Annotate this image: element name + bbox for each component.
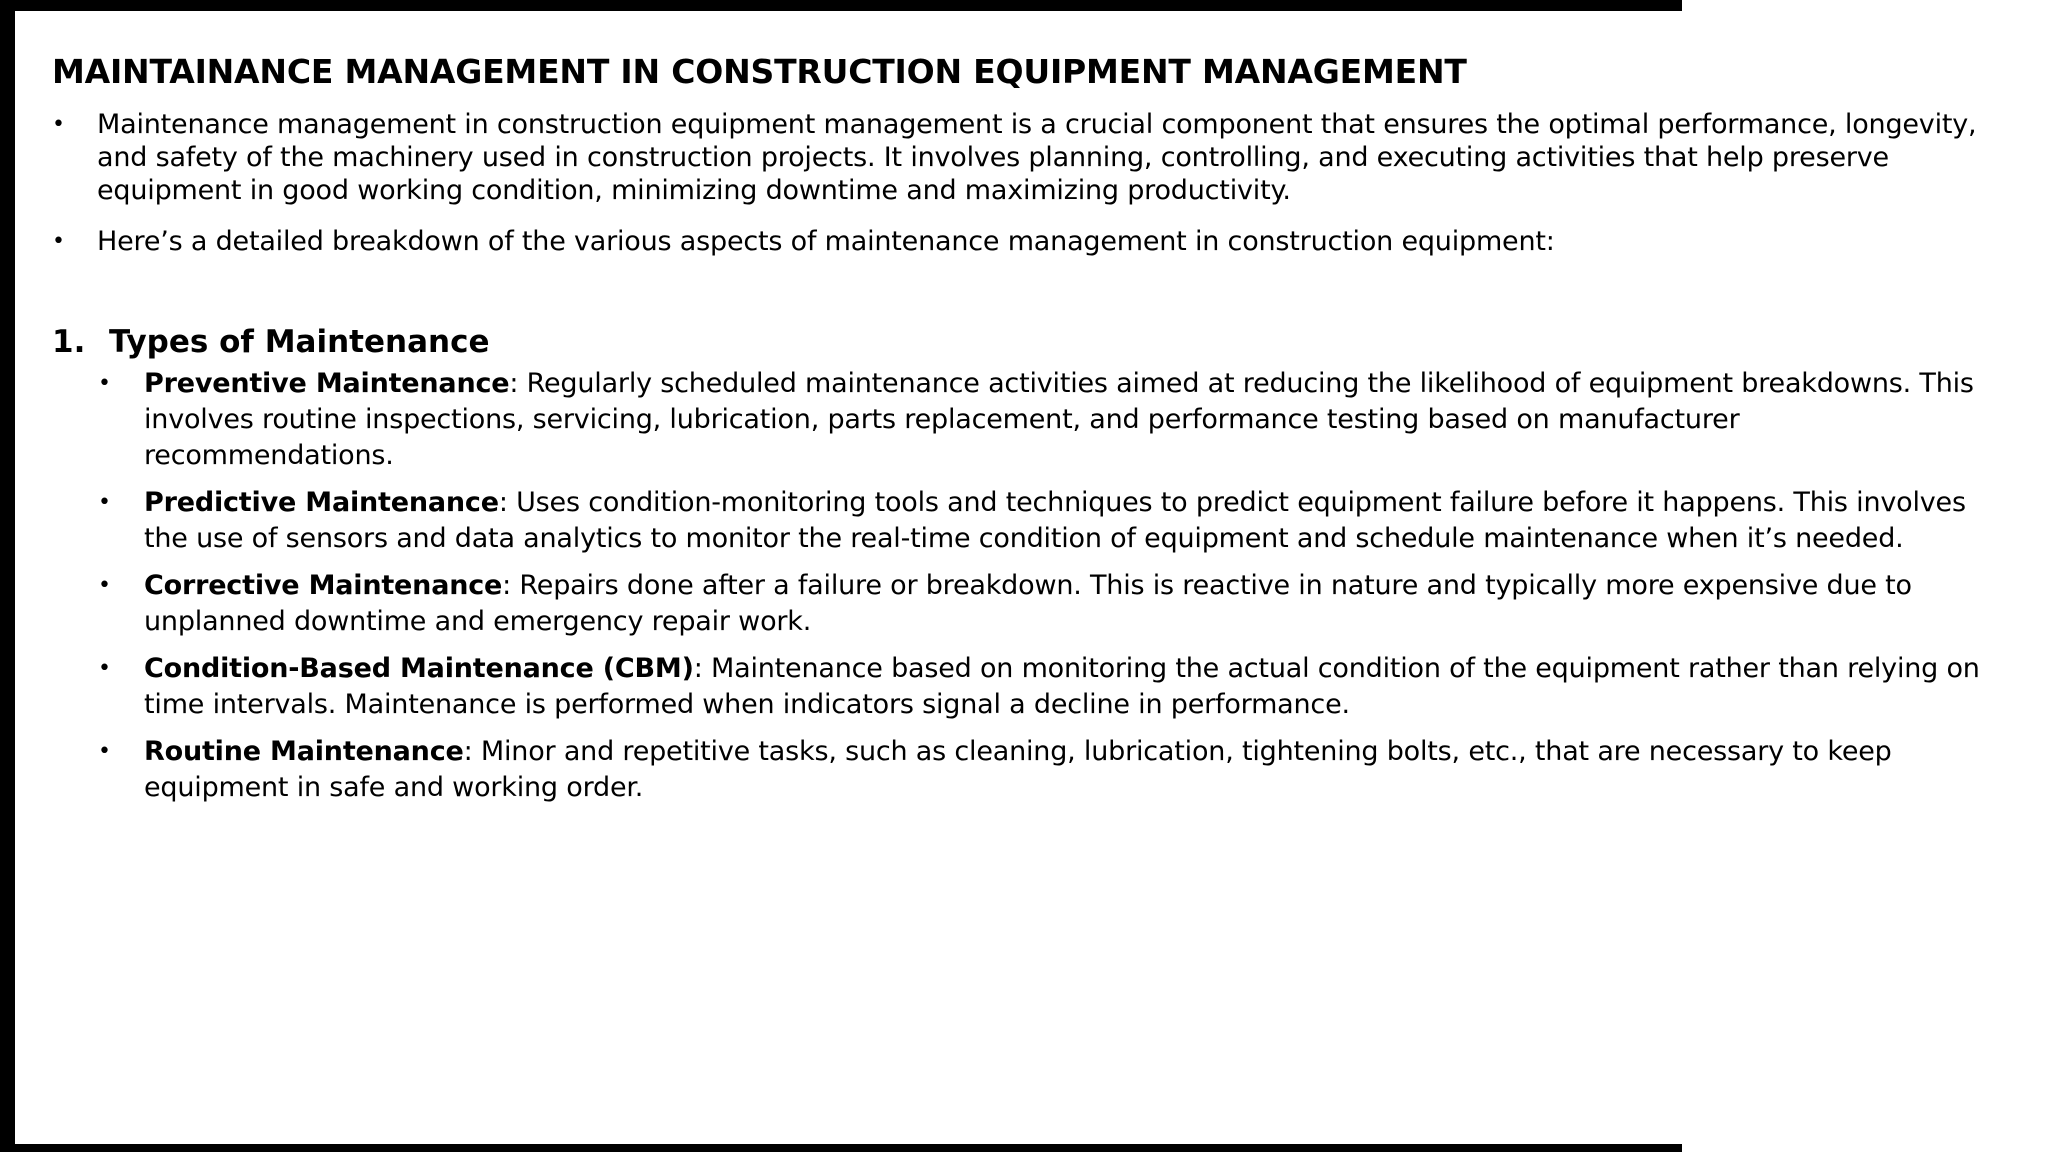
item-term: Corrective Maintenance (144, 570, 503, 601)
slide-content (52, 50, 1982, 817)
section-heading-text: Types of Maintenance (109, 324, 490, 360)
list-item (98, 568, 1982, 640)
list-item (98, 366, 1982, 474)
item-term: Preventive Maintenance (144, 368, 510, 399)
frame-border-top (0, 0, 1682, 11)
item-term: Routine Maintenance (144, 736, 464, 767)
item-description: : Minor and repetitive tasks, such as cleaning, lubrication, tightening bolts, etc., that are necessary to keep equipment in safe and working order. (144, 736, 1892, 803)
intro-bullet (52, 225, 1982, 258)
list-item (98, 651, 1982, 723)
maintenance-types-list (52, 366, 1982, 806)
item-term: Condition-Based Maintenance (CBM) (144, 653, 694, 684)
bullet-icon: • (52, 112, 65, 137)
slide-title: MAINTAINANCE MANAGEMENT IN CONSTRUCTION EQUIPMENT MANAGEMENT (52, 52, 1467, 91)
intro-bullet (52, 108, 1982, 207)
bullet-icon: • (98, 739, 111, 764)
item-term: Predictive Maintenance (144, 487, 499, 518)
item-description: : Maintenance based on monitoring the actual condition of the equipment rather than relying on time intervals. Maintenance is performed when indicators signal a decline in performance. (144, 653, 1980, 720)
section-heading (52, 322, 1982, 362)
intro-text: Maintenance management in construction equipment management is a crucial component that ensures the optimal performance, longevity, and safety of the machinery used in construction projects. It involves planning, controlling, and executing activities that help preserve equipment in good working condition, minimizing downtime and maximizing productivity. (97, 109, 1977, 206)
bullet-icon: • (98, 371, 111, 396)
item-description: : Uses condition-monitoring tools and techniques to predict equipment failure before it happens. This involves the use of sensors and data analytics to monitor the real-time condition of equipment and schedule maintenance when it’s needed. (144, 487, 1966, 554)
list-item (98, 734, 1982, 806)
intro-text: Here’s a detailed breakdown of the various aspects of maintenance management in construction equipment: (97, 226, 1555, 257)
bullet-icon: • (98, 490, 111, 515)
item-description: : Regularly scheduled maintenance activities aimed at reducing the likelihood of equipment breakdowns. This involves routine inspections, servicing, lubrication, parts replacement, and performance testing based on manufacturer recommendations. (144, 368, 1974, 471)
bullet-icon: • (98, 656, 111, 681)
list-item (98, 485, 1982, 557)
frame-border-left (0, 0, 15, 1152)
bullet-icon: • (98, 573, 111, 598)
section-number: 1. (52, 324, 86, 360)
item-description: : Repairs done after a failure or breakdown. This is reactive in nature and typically more expensive due to unplanned downtime and emergency repair work. (144, 570, 1912, 637)
frame-border-bottom (0, 1144, 1682, 1152)
bullet-icon: • (52, 229, 65, 254)
